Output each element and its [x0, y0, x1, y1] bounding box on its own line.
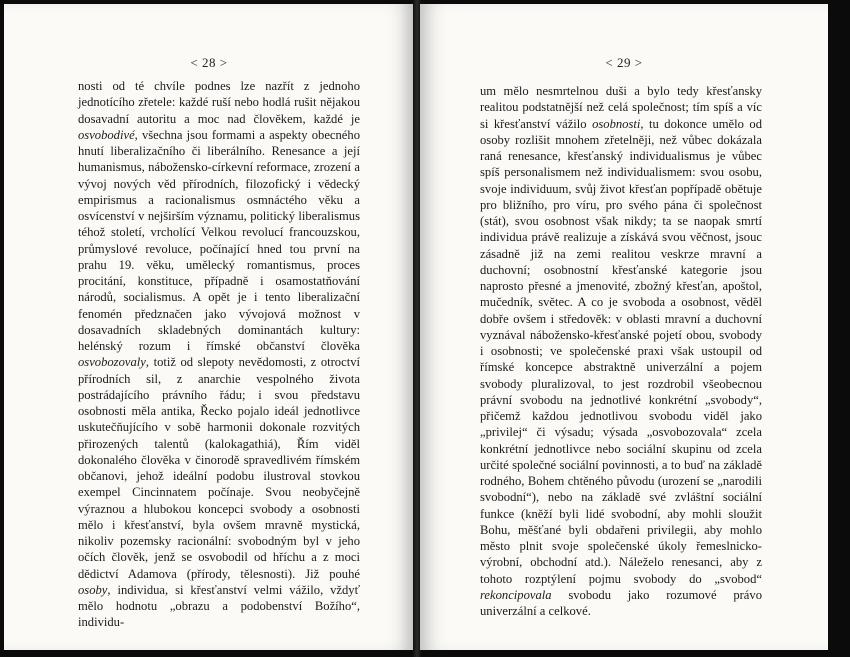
text-run: , totiž od slepoty nevědomosti, z otroctví přírodních sil, z anarchie vespolného života postrádajícího právního řádu; i svou představu osobnosti měla antika, Řecko pojalo ideál jednotlivce uskutečňujícího v sobě harmonii dokonale rozvitých přirozených talentů (kalokagathiá), Řím viděl dokonalého člověka v činorodě spravedlivém římském občanovi, jehož ideální podobu ilustroval stovkou exempel Cincinnatem počínaje. Svou neobyčejně výraznou a hlubokou koncepci svobody a osobnosti mělo i křesťanství, byla ovšem mravně mystická, nikoliv pozemsky racionální: svobodným byl v jeho očích člověk, jenž se osvobodil od hříchu a z moci dědictví Adamova (přírody, tělesnosti). Již pouhé: [78, 355, 360, 581]
text-run: um mělo nesmrtelnou duši a bylo tedy křesťansky realitou podstatnější než celá společnost; tím spíš a víc si křesťanství vážilo: [480, 84, 762, 131]
emphasized-text: osoby: [78, 582, 108, 597]
emphasized-text: osobnosti: [592, 116, 641, 131]
emphasized-text: osvobozovaly: [78, 355, 146, 370]
body-text: [78, 78, 360, 631]
left-page: [4, 4, 414, 650]
text-run: , individua, si křesťanství velmi vážilo, vždyť mělo hodnotu „obrazu a podobenství Božího“, individu-: [78, 582, 360, 630]
text-run: , všechna jsou formami a aspekty obecného hnutí liberalizačního či liberálního. Renesance a její humanismus, nábožensko-církevní reformace, zrození a vývoj nových věd přírodních, filozofický i vědecký empirismus a racionalismus osmnáctého věku a osvícenství v nejširším významu, politický liberalismus téhož století, vrcholící Velkou revolucí francouzskou, průmyslové revoluce, počínající hned tou první na prahu 19. věku, umělecký romantismus, proces procitání, konstituce, případně i osamostatňování národů, socialismus. A opět je i tento liberalizační fenomén předznačen jako vývojová možnost v dosavadních skladebných dominantách kultury: helénský rozum i římské občanství člověka: [78, 127, 360, 353]
paragraph: [78, 78, 360, 631]
emphasized-text: osvobodivé: [78, 127, 135, 142]
text-run: nosti od té chvíle podnes lze nazřít z jednoho jednotícího zřetele: každé ruší nebo hodlá rušit nějakou dosavadní autoritu a moc nad člověkem, každé je: [78, 79, 360, 126]
emphasized-text: rekoncipovala: [480, 587, 552, 602]
paragraph: [480, 83, 762, 619]
text-run: , tu dokonce umělo od osoby rozlišit mnohem zřetelněji, než vůbec dokázala raná renesance, křesťanský individualismus je vůbec spíš personalismem než individualismem: svou osobu, svoje individuum, svůj život křesťan popřípadě obětuje pro bližního, pro víru, pro svého pána či společnost (stát), svou osobnost však nikdy; ta se naopak smrtí individua právě realizuje a získává svou věčnost, jsouc zásadně již na zemi realitou veskrze mravní a duchovní; osobnostní křesťanské kategorie jsou naprosto přesné a jmenovité, zbožný křesťan, apoštol, mučedník, světec. A co je svoboda a osobnost, věděl dobře ovšem i středověk: v oblasti mravní a duchovní vyznával nábožensko-křesťanské pojetí obou, svobody i osobnosti; ve společenské praxi však ustoupil od římské koncepce abstraktně univerzální a pojem svobody pluralizoval, to jest rozdrobil všeobecnou právní svobodu na jednotlivé konkrétní „svobody“, přičemž každou jednotlivou svobodu viděl jako „privilej“ či výsadu; výsada „osvobozovala“ zcela konkrétní jednotlivce nebo sociální skupinu od zcela určité společné sociální povinnosti, a to buď na základě rodného, Bohem chtěného původu (urození se „narodili svobodní“), nebo na základě své zvláštní sociální funkce (kněží byli lidé svobodní, aby mohli sloužit Bohu, měšťané byli obdařeni privilegii, aby mohlo město plnit svoje společenské úkoly řemeslnicko-výrobní, obchodní atd.). Náleželo renesanci, aby z tohoto rozptýlení pojmu svobody do „svobod“: [480, 116, 762, 586]
page-number: < 28 >: [190, 55, 228, 70]
body-text: [480, 83, 762, 619]
text-run: svobodu jako rozumové právo univerzální a celkové.: [480, 587, 762, 618]
right-page: [420, 4, 828, 650]
page-number: < 29 >: [605, 55, 643, 70]
